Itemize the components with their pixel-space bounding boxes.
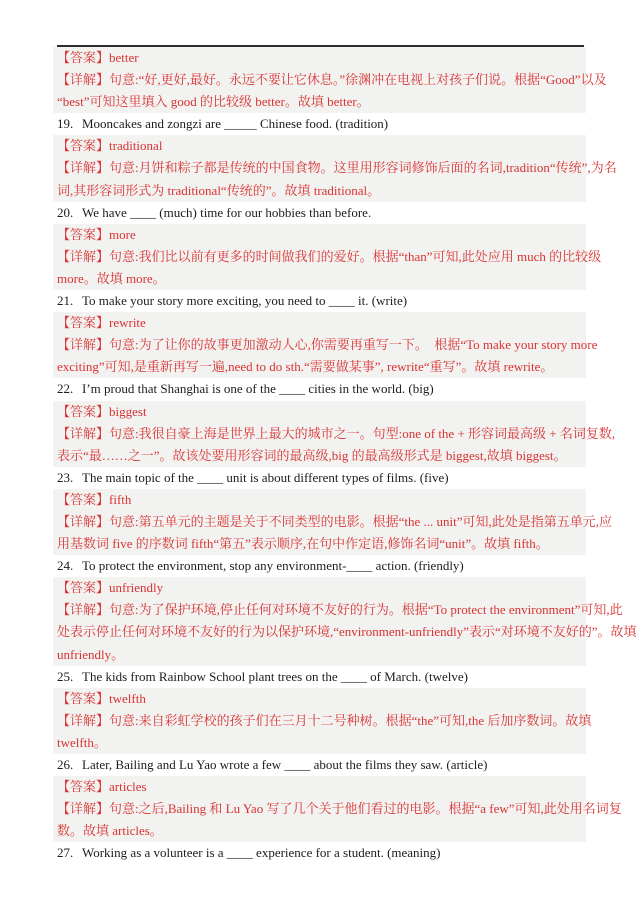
answer-line: 【答案】traditional (57, 138, 163, 154)
question-text: I’m proud that Shanghai is one of the ____ cities in the world. (big) (82, 381, 434, 397)
question-text: Mooncakes and zongzi are _____ Chinese food. (tradition) (82, 116, 389, 132)
explanation-line: 【详解】句意:我们比以前有更多的时间做我们的爱好。根据“than”可知,此处应用 much 的比较级 (57, 248, 602, 264)
explanation-line: 处表示停止任何对环境不友好的行为以保护环境,“environment-unfriendly”表示“对环境不友好的”。故填 (57, 624, 637, 640)
answer-block (53, 401, 616, 467)
question-line (57, 467, 584, 489)
explanation-line: more。故填 more。 (57, 270, 166, 286)
question-line (57, 555, 584, 577)
explanation-line: 用基数词 five 的序数词 fifth“第五”表示顺序,在句中作定语,修饰名词“unit”。故填 fifth。 (57, 536, 549, 552)
question-text: To make your story more exciting, you need to ____ it. (write) (82, 293, 408, 309)
explanation-line: 词,其形容词形式为 traditional“传统的”。故填 traditional。 (57, 182, 381, 198)
explanation-line: 【详解】句意:第五单元的主题是关于不同类型的电影。根据“the ... unit”可知,此处是指第五单元,应 (57, 513, 613, 529)
exercise-content (57, 47, 637, 864)
explanation-line: 【详解】句意:为了保护环境,停止任何对环境不友好的行为。根据“To protect the environment”可知,此 (57, 602, 623, 618)
question-number: 19. (57, 116, 74, 132)
question-line (57, 666, 584, 688)
question-number: 23. (57, 469, 74, 485)
explanation-line: 【详解】句意:为了让你的故事更加激动人心,你需要再重写一下。 根据“To make your story more (57, 337, 598, 353)
answer-line: 【答案】more (57, 226, 136, 242)
question-line (57, 842, 584, 864)
explanation-line: 【详解】句意:“好,更好,最好。永远不要让它休息。”徐渊冲在电视上对孩子们说。根据“Good”以及 (57, 72, 607, 88)
question-number: 20. (57, 204, 74, 220)
explanation-line: 【详解】句意:之后,Bailing 和 Lu Yao 写了几个关于他们看过的电影。根据“a few”可知,此处用名词复 (57, 801, 622, 817)
answer-line: 【答案】twelfth (57, 690, 146, 706)
question-text: The kids from Rainbow School plant trees on the ____ of March. (twelve) (82, 668, 468, 684)
answer-line: 【答案】rewrite (57, 315, 146, 331)
explanation-line: twelfth。 (57, 734, 107, 750)
answer-line: 【答案】fifth (57, 491, 132, 507)
question-number: 25. (57, 668, 74, 684)
question-text: Later, Bailing and Lu Yao wrote a few ____ about the films they saw. (article) (82, 757, 488, 772)
question-text: We have ____ (much) time for our hobbies than before. (82, 204, 372, 220)
answer-block (53, 489, 613, 555)
explanation-line: exciting”可知,是重新再写一遍,need to do sth.“需要做某事”, rewrite“重写”。故填 rewrite。 (57, 359, 554, 375)
question-text: The main topic of the ____ unit is about different types of films. (five) (82, 469, 449, 485)
explanation-line: 【详解】句意:来自彩虹学校的孩子们在三月十二号种树。根据“the”可知,the 后加序数词。故填 (57, 712, 592, 728)
answer-block (53, 577, 637, 665)
answer-line: 【答案】better (57, 50, 139, 65)
question-number: 27. (57, 845, 74, 861)
answer-line: 【答案】unfriendly (57, 580, 164, 596)
answer-block (53, 135, 617, 201)
question-line (57, 113, 584, 135)
explanation-line: 【详解】句意:我很自豪上海是世界上最大的城市之一。句型:one of the + 形容词最高级 + 名词复数, (57, 425, 616, 441)
answer-block (53, 776, 622, 842)
explanation-line: unfriendly。 (57, 646, 125, 662)
question-number: 21. (57, 293, 74, 309)
answer-block (53, 312, 598, 378)
answer-block (53, 688, 592, 754)
question-number: 26. (57, 757, 74, 772)
explanation-line: “best”可知这里填入 good 的比较级 better。故填 better。 (57, 94, 370, 110)
question-line (57, 202, 584, 224)
question-line (57, 290, 584, 312)
answer-block (53, 47, 607, 113)
explanation-line: 表示“最……之一”。故该处要用形容词的最高级,big 的最高级形式是 biggest,故填 biggest。 (57, 447, 567, 463)
question-number: 24. (57, 558, 74, 574)
explanation-line: 【详解】句意:月饼和粽子都是传统的中国食物。这里用形容词修饰后面的名词,tradition“传统”,为名 (57, 160, 617, 176)
explanation-line: 数。故填 articles。 (57, 823, 163, 839)
question-text: Working as a volunteer is a ____ experience for a student. (meaning) (82, 845, 441, 861)
question-number: 22. (57, 381, 74, 397)
question-line (57, 378, 584, 400)
answer-line: 【答案】articles (57, 779, 147, 795)
question-text: To protect the environment, stop any environment-____ action. (friendly) (82, 558, 464, 574)
question-line (57, 754, 584, 776)
answer-line: 【答案】biggest (57, 403, 147, 419)
answer-block (53, 224, 602, 290)
